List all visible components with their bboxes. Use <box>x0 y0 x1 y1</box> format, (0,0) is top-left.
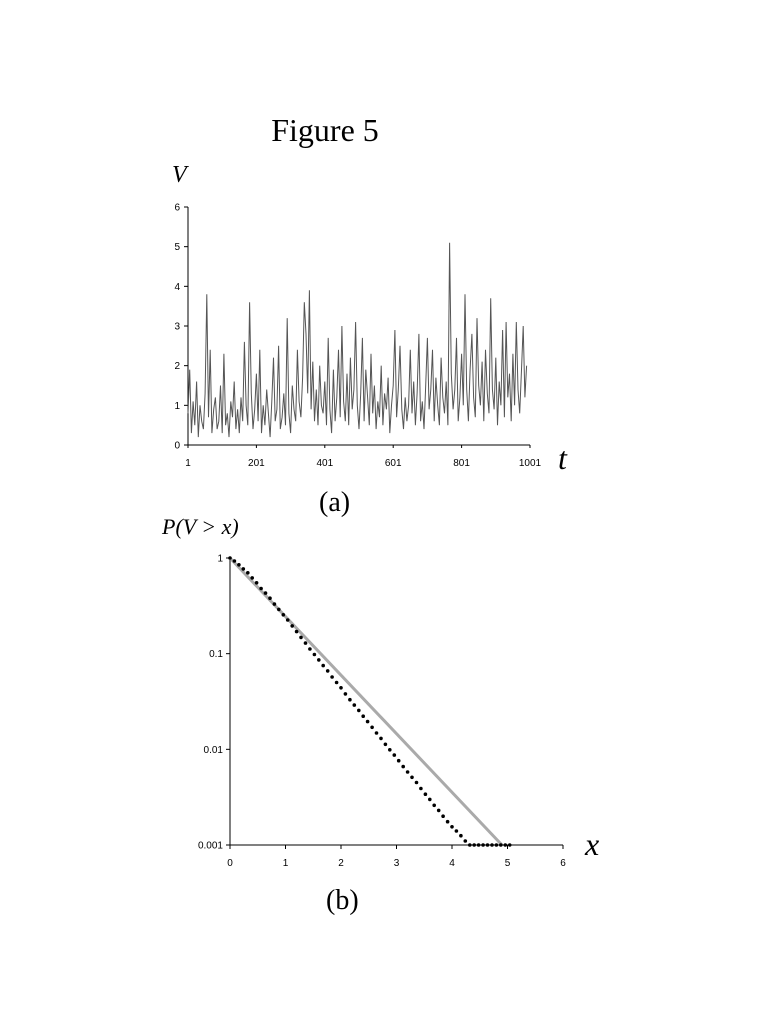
chart-b-point <box>268 596 272 600</box>
chart-b-point <box>432 804 436 808</box>
chart-b-point <box>335 681 339 685</box>
chart-b-point <box>361 714 365 718</box>
chart-b-point <box>330 675 334 679</box>
chart-b-point <box>321 664 325 668</box>
chart-b-x-tick-label: 0 <box>227 858 233 869</box>
chart-a-y-tick-label: 5 <box>174 242 180 254</box>
chart-b-point <box>242 567 246 571</box>
chart-b-point <box>286 618 290 622</box>
chart-b-point <box>508 843 512 847</box>
chart-b-point <box>459 834 463 838</box>
chart-b-y-tick-label: 0.001 <box>197 840 223 852</box>
chart-b-point <box>410 776 414 780</box>
chart-b-point <box>290 624 294 628</box>
chart-b-y-tick-label: 0.1 <box>209 649 223 661</box>
chart-b-point <box>282 613 286 617</box>
chart-b-point <box>273 602 277 606</box>
chart-b-x-tick-label: 3 <box>393 858 400 869</box>
chart-b-point <box>259 587 263 591</box>
chart-b-point <box>504 843 508 847</box>
chart-b-point <box>437 809 441 813</box>
chart-b-point <box>393 753 397 757</box>
chart-b-point <box>304 641 308 645</box>
chart-b-point <box>250 576 254 580</box>
chart-b-point <box>419 787 423 791</box>
chart-b-point <box>339 686 343 690</box>
chart-b-point <box>450 825 454 829</box>
chart-b-point <box>464 839 468 843</box>
chart-b-point <box>299 636 303 640</box>
chart-b-point <box>490 843 494 847</box>
chart-b-point <box>357 709 361 713</box>
panel-b-label: (b) <box>326 885 359 916</box>
chart-b-point <box>277 608 281 612</box>
chart-a-y-tick-label: 0 <box>174 440 180 452</box>
chart-a-x-tick-label: 601 <box>384 458 402 469</box>
chart-b-y-tick-label: 0.01 <box>203 744 223 756</box>
chart-b-point <box>441 814 445 818</box>
chart-b-point <box>406 770 410 774</box>
chart-b-point <box>326 669 330 673</box>
chart-a-y-tick-label: 3 <box>174 321 180 333</box>
figure-title: Figure 5 <box>271 112 379 148</box>
chart-b-point <box>428 798 432 802</box>
chart-b-point <box>233 559 237 563</box>
chart-b-point <box>472 843 476 847</box>
chart-b-x-tick-label: 5 <box>504 858 511 869</box>
chart-a-y-tick-label: 2 <box>174 361 180 373</box>
chart-a-x-tick-label: 401 <box>316 458 334 469</box>
chart-b-point <box>255 581 259 585</box>
chart-b-x-tick-label: 4 <box>449 858 455 869</box>
chart-b-point <box>446 820 450 824</box>
chart-a-x-tick-label: 201 <box>248 458 265 469</box>
chart-b-point <box>499 843 503 847</box>
chart-b-x-tick-label: 6 <box>560 858 566 869</box>
chart-b-point <box>313 653 317 657</box>
chart-b-point <box>424 792 428 796</box>
chart-b-y-tick-label: 1 <box>217 553 223 565</box>
chart-a-y-tick-label: 4 <box>174 281 180 293</box>
chart-a-y-label: V <box>172 162 187 188</box>
chart-b-point <box>477 843 481 847</box>
chart-b-point <box>264 591 268 595</box>
chart-b-point <box>486 843 490 847</box>
chart-b-point <box>415 781 419 785</box>
chart-b-point <box>397 759 401 763</box>
chart-b-point <box>481 843 485 847</box>
chart-b-point <box>317 658 321 662</box>
chart-b-point <box>388 748 392 752</box>
chart-b-point <box>246 571 250 575</box>
chart-a-x-tick-label: 801 <box>453 458 470 469</box>
chart-b-point <box>348 698 352 702</box>
chart-b-point <box>379 737 383 741</box>
chart-b-x-tick-label: 2 <box>338 858 344 869</box>
panel-a-label: (a) <box>319 487 351 518</box>
chart-a-x-label: t <box>558 440 567 476</box>
chart-b-point <box>344 692 348 696</box>
chart-a-y-tick-label: 6 <box>174 202 180 214</box>
chart-b-point <box>370 726 374 730</box>
chart-b-x-tick-label: 1 <box>282 858 289 869</box>
chart-b-point <box>366 720 370 724</box>
chart-a-x-tick-label: 1 <box>185 458 191 469</box>
chart-b-point <box>353 703 357 707</box>
chart-b-point <box>384 743 388 747</box>
chart-b-x-label: x <box>585 826 600 862</box>
chart-b-point <box>455 829 459 833</box>
chart-b-point <box>495 843 499 847</box>
chart-a-x-tick-label: 1001 <box>518 458 542 469</box>
chart-b-point <box>228 556 232 560</box>
chart-b-point <box>468 843 472 847</box>
chart-b-y-label: P(V > x) <box>162 514 239 539</box>
chart-b-point <box>401 765 405 769</box>
chart-a-y-tick-label: 1 <box>174 400 180 412</box>
chart-b-point <box>295 630 299 634</box>
chart-b-point <box>308 647 312 651</box>
chart-b-point <box>237 563 241 567</box>
chart-b-point <box>375 731 379 735</box>
chart-b-fit-line <box>230 558 502 845</box>
